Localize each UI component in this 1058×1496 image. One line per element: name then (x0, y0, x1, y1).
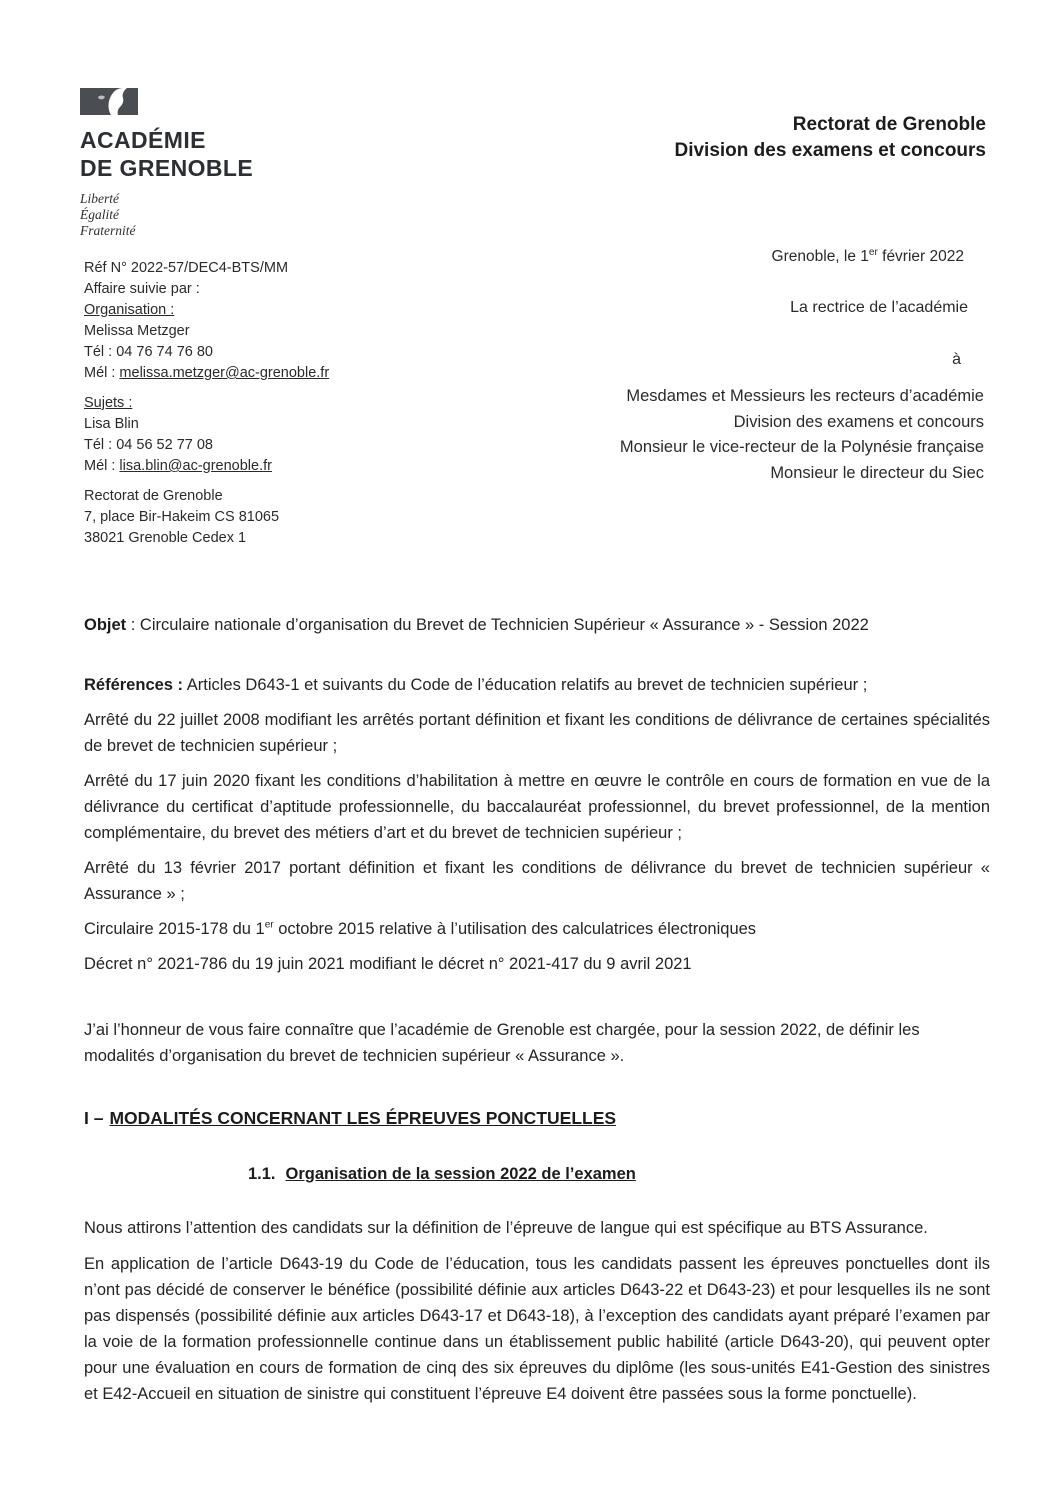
section-1-number: I – (84, 1108, 104, 1128)
references-line (84, 672, 990, 698)
motto-fraternite: Fraternité (80, 223, 136, 238)
issuing-service (674, 112, 986, 164)
organisation-contact-name: Melissa Metzger (84, 323, 190, 339)
recipient-line: Monsieur le vice-recteur de la Polynésie française (619, 438, 984, 456)
academy-logo-block (80, 88, 253, 239)
motto-liberte: Liberté (80, 191, 119, 206)
letter-body (84, 612, 990, 1407)
recipient-line: Division des examens et concours (733, 412, 984, 431)
circulaire-suffix: octobre 2015 relative à l’utilisation des calculatrices électroniques (273, 920, 757, 938)
followed-by-label: Affaire suivie par : (84, 281, 200, 297)
dateline-suffix: février 2022 (877, 248, 964, 265)
organisation-contact-mail-line (84, 363, 329, 384)
motto-egalite: Égalité (80, 207, 119, 222)
academy-name-line2: DE GRENOBLE (80, 155, 254, 181)
application-paragraph: En application de l’article D643-19 du Code de l’éducation, tous les candidats passent les épreuves ponctuelles dont ils n’ont pas décidé de conserver le bénéfice (possibilité définie aux articles D643-22 et D643-23) et pour lesquelles ils ne sont pas dispensés (possibilité définie aux articles D643-17 et D643-18), à l’exception des candidats ayant préparé l’examen par la voie de la formation professionnelle continue dans un établissement public habilité (article D643-20), qui peuvent opter pour une évaluation en cours de formation de cinq des six épreuves du diplôme (les sous-unités E41-Gestion des sinistres et E42-Accueil en situation de sinistre qui constituent l’épreuve E4 doivent être passées sous la forme ponctuelle). (84, 1255, 990, 1403)
postal-address-line3: 38021 Grenoble Cedex 1 (84, 530, 247, 546)
reference-paragraph-arrete-2020: Arrêté du 17 juin 2020 fixant les conditions d’habilitation à mettre en œuvre le contrôle en cours de formation en vue de la délivrance du certificat d’aptitude professionnelle, du baccalauréat professionnel, du brevet professionnel, de la mention complémentaire, du brevet des métiers d’art et du brevet de technicien supérieur ; (84, 772, 990, 842)
section-1-1-number: 1.1. (248, 1165, 276, 1183)
dateline-ordinal: er (868, 246, 878, 258)
sujets-contact-tel: Tél : 04 56 52 77 08 (84, 437, 213, 453)
reference-paragraph-decret: Décret n° 2021-786 du 19 juin 2021 modifiant le décret n° 2021-417 du 9 avril 2021 (84, 955, 692, 973)
section-1-1-heading (248, 1161, 990, 1187)
dateline-prefix: Grenoble, le 1 (771, 248, 869, 265)
reference-number: Réf N° 2022-57/DEC4-BTS/MM (84, 260, 289, 276)
objet-text: : Circulaire nationale d’organisation du Brevet de Technicien Supérieur « Assurance » - Session 2022 (126, 616, 869, 634)
section-1-heading (84, 1105, 990, 1131)
objet-line (84, 612, 990, 638)
reference-paragraph-circulaire (84, 916, 990, 942)
service-line1: Rectorat de Grenoble (792, 114, 986, 135)
republic-motto (80, 191, 253, 239)
postal-address-line1: Rectorat de Grenoble (84, 488, 223, 504)
reference-paragraph-arrete-2008: Arrêté du 22 juillet 2008 modifiant les arrêtés portant définition et fixant les conditions de délivrance de certaines spécialités de brevet de technicien supérieur ; (84, 711, 990, 755)
circulaire-ordinal: er (264, 919, 274, 931)
circulaire-prefix: Circulaire 2015-178 du 1 (84, 920, 265, 938)
sujets-email-link[interactable]: lisa.blin@ac-grenoble.fr (119, 458, 272, 474)
references-label: Références : (84, 676, 184, 694)
section-1-title: MODALITÉS CONCERNANT LES ÉPREUVES PONCTUELLES (109, 1108, 617, 1128)
sujets-label: Sujets : (84, 395, 133, 411)
recipient-line: Mesdames et Messieurs les recteurs d’académie (626, 387, 984, 405)
to-word: à (952, 351, 961, 368)
intro-paragraph: J’ai l’honneur de vous faire connaître que l’académie de Grenoble est chargée, pour la session 2022, de définir les modalités d’organisation du brevet de technicien supérieur « Assurance ». (84, 1021, 920, 1065)
service-line2: Division des examens et concours (674, 140, 986, 161)
reference-paragraph-arrete-2017: Arrêté du 13 février 2017 portant définition et fixant les conditions de délivrance du brevet de technicien supérieur « Assurance » ; (84, 859, 990, 903)
recipients-block (620, 384, 984, 486)
attention-paragraph: Nous attirons l’attention des candidats sur la définition de l’épreuve de langue qui est spécifique au BTS Assurance. (84, 1219, 928, 1237)
mail-label: Mél : (84, 458, 116, 474)
recipient-line: Monsieur le directeur du Siec (770, 463, 984, 482)
organisation-contact-tel: Tél : 04 76 74 76 80 (84, 344, 213, 360)
dateline (772, 248, 964, 266)
mail-label: Mél : (84, 365, 116, 381)
organisation-label: Organisation : (84, 302, 175, 318)
sujets-contact-mail-line (84, 456, 329, 477)
postal-address-line2: 7, place Bir-Hakeim CS 81065 (84, 509, 280, 525)
organisation-email-link[interactable]: melissa.metzger@ac-grenoble.fr (119, 365, 330, 381)
author-line: La rectrice de l’académie (790, 299, 968, 316)
academy-name-line1: ACADÉMIE (80, 127, 206, 153)
marianne-logo-icon (80, 88, 253, 120)
sender-contact-block (84, 258, 329, 549)
section-1-1-title: Organisation de la session 2022 de l’examen (285, 1165, 636, 1183)
sujets-contact-name: Lisa Blin (84, 416, 139, 432)
references-text: Articles D643-1 et suivants du Code de l’éducation relatifs au brevet de technicien supérieur ; (183, 676, 868, 694)
objet-label: Objet (84, 616, 127, 634)
